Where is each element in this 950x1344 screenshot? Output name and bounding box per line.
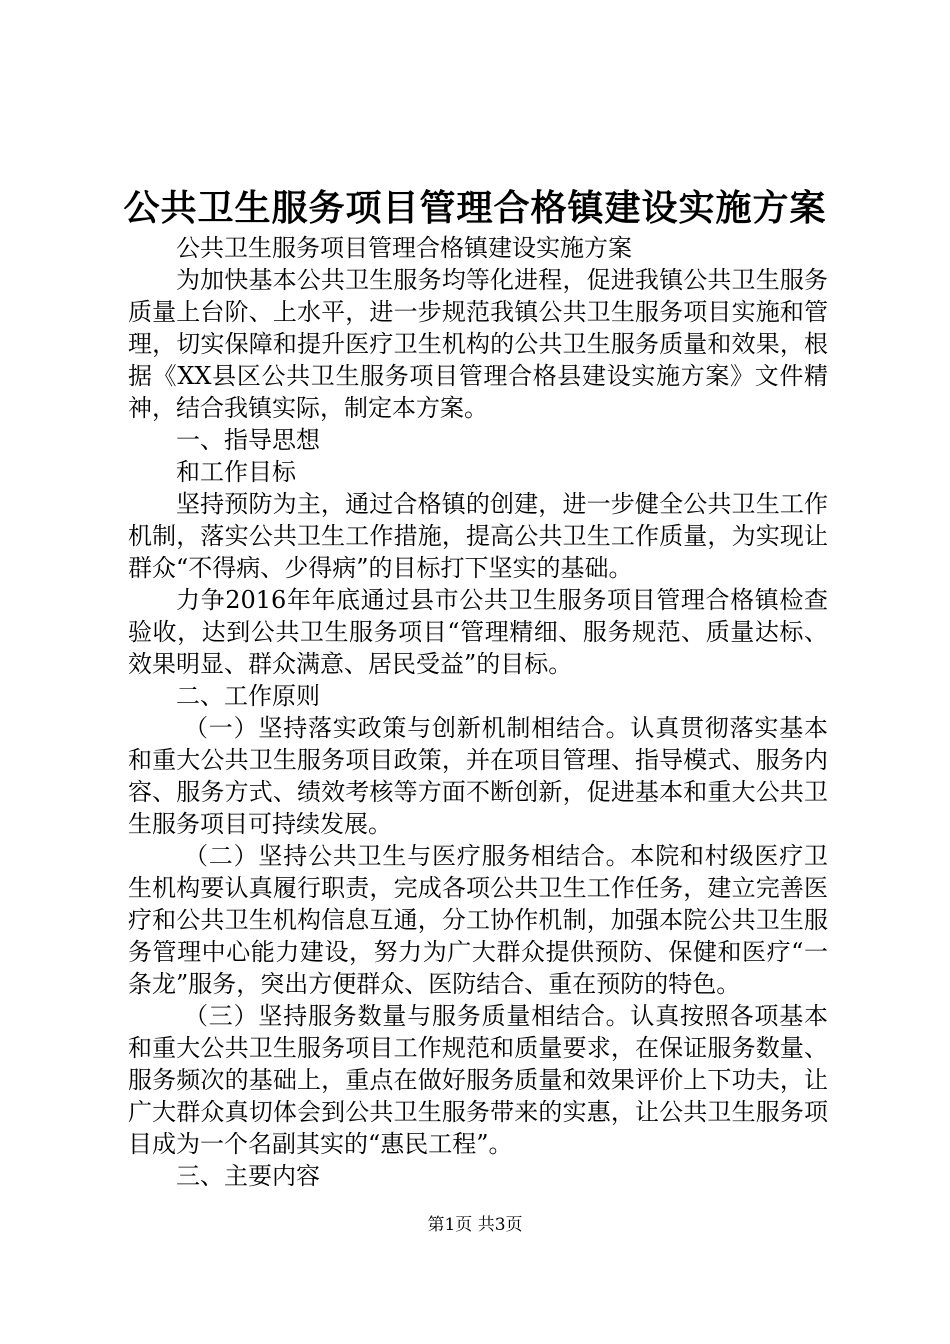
document-title: 公共卫生服务项目管理合格镇建设实施方案 xyxy=(123,187,827,229)
page-footer: 第1页 共3页 xyxy=(427,1215,523,1235)
paragraph-principle-2: （二）坚持公共卫生与医疗服务相结合。本院和村级医疗卫生机构要认真履行职责，完成各项公共卫生工作任务，建立完善医疗和公共卫生机构信息互通，分工协作机制，加强本院公共卫生服务管理中心能力建设，努力为广大群众提供预防、保健和医疗“一条龙”服务，突出方便群众、医防结合、重在预防的特色。 xyxy=(128,842,828,998)
heading-main-content: 三、主要内容 xyxy=(176,1162,320,1190)
paragraph-target-2016: 力争2016年年底通过县市公共卫生服务项目管理合格镇检查验收，达到公共卫生服务项目“管理精细、服务规范、质量达标、效果明显、群众满意、居民受益”的目标。 xyxy=(128,586,828,678)
heading-work-goals: 和工作目标 xyxy=(176,458,296,486)
paragraph-principle-1: （一）坚持落实政策与创新机制相结合。认真贯彻落实基本和重大公共卫生服务项目政策，并在项目管理、指导模式、服务内容、服务方式、绩效考核等方面不断创新，促进基本和重大公共卫生服务项目可持续发展。 xyxy=(128,714,828,838)
paragraph-principle-3: （三）坚持服务数量与服务质量相结合。认真按照各项基本和重大公共卫生服务项目工作规范和质量要求，在保证服务数量、服务频次的基础上，重点在做好服务质量和效果评价上下功夫，让广大群众真切体会到公共卫生服务带来的实惠，让公共卫生服务项目成为一个名副其实的“惠民工程”。 xyxy=(128,1002,828,1158)
paragraph-intro: 为加快基本公共卫生服务均等化进程，促进我镇公共卫生服务质量上台阶、上水平，进一步规范我镇公共卫生服务项目实施和管理，切实保障和提升医疗卫生机构的公共卫生服务质量和效果，根据《XX县区公共卫生服务项目管理合格县建设实施方案》文件精神，结合我镇实际，制定本方案。 xyxy=(128,266,828,422)
paragraph-subtitle: 公共卫生服务项目管理合格镇建设实施方案 xyxy=(176,234,632,262)
document-body xyxy=(128,232,828,1192)
paragraph-prevention: 坚持预防为主，通过合格镇的创建，进一步健全公共卫生工作机制，落实公共卫生工作措施，提高公共卫生工作质量，为实现让群众“不得病、少得病”的目标打下坚实的基础。 xyxy=(128,490,828,582)
heading-guiding-ideology: 一、指导思想 xyxy=(176,426,320,454)
heading-work-principles: 二、工作原则 xyxy=(176,682,320,710)
